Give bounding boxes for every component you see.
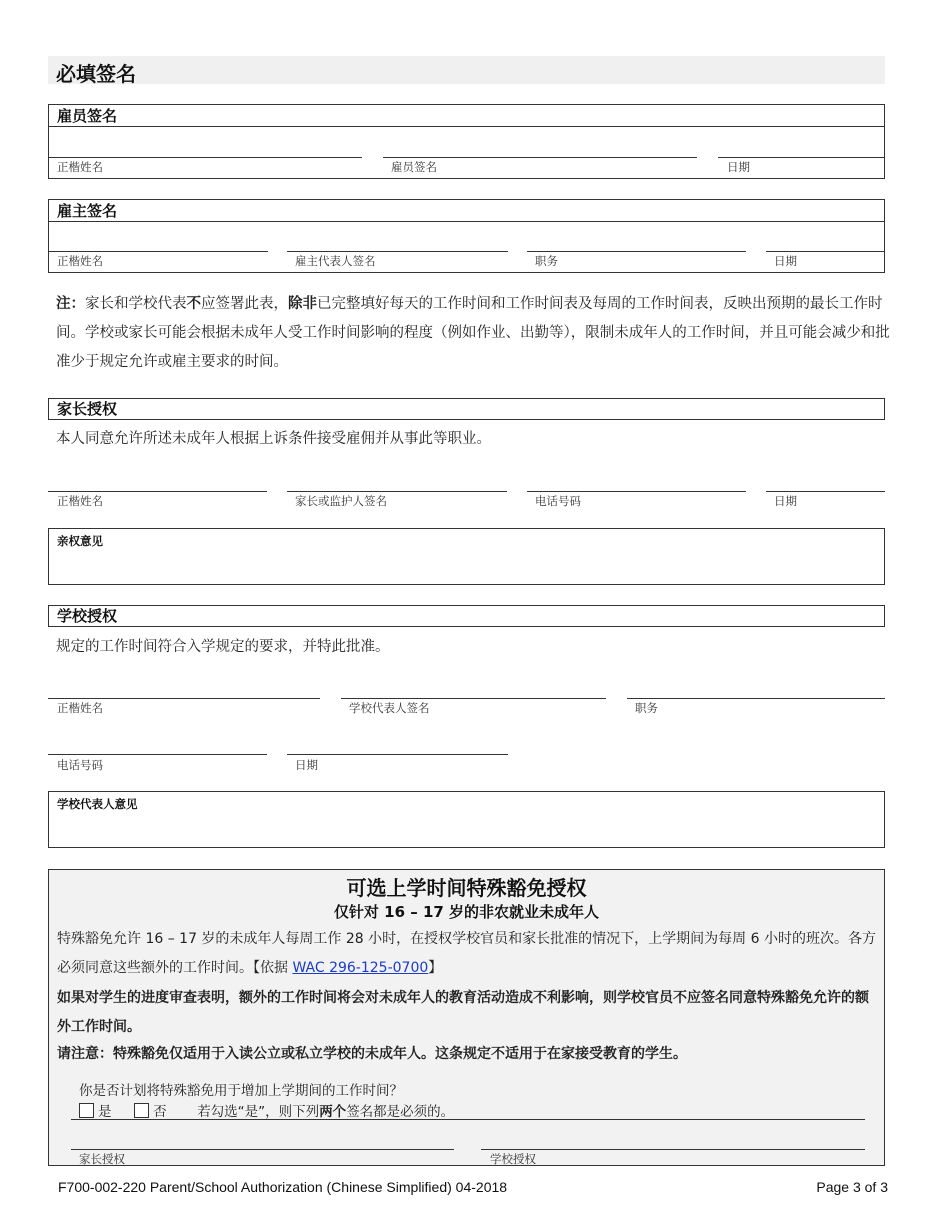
optional-waiver-para1: [57, 925, 879, 983]
school-auth-heading-box: [48, 605, 885, 627]
parent-comment-label: 亲权意见: [57, 534, 103, 548]
parent-auth-heading: 家长授权: [57, 400, 118, 418]
wac-link[interactable]: WAC 296-125-0700: [292, 960, 429, 976]
waiver-hint-2: 签名都是必须的。: [346, 1104, 455, 1120]
parent-auth-statement: 本人同意允许所述未成年人根据上诉条件接受雇佣并从事此等职业。: [56, 431, 491, 447]
note-prefix: 注：: [56, 296, 85, 312]
footer-page-number: Page 3 of 3: [816, 1179, 888, 1195]
waiver-choice-row: [79, 1100, 454, 1120]
school-rep-signature-label: 学校代表人签名: [349, 701, 430, 715]
employer-date-line[interactable]: [766, 251, 885, 252]
waiver-hint-bold: 两个: [319, 1104, 347, 1120]
parent-date-line[interactable]: [766, 491, 885, 492]
parent-signature-line[interactable]: [287, 491, 507, 492]
employer-signature-heading: 雇主签名: [49, 200, 884, 222]
employer-title-label: 职务: [535, 254, 558, 268]
employer-name-line[interactable]: [49, 251, 268, 252]
school-title-line[interactable]: [627, 698, 885, 699]
parent-phone-label: 电话号码: [535, 494, 581, 508]
note-paragraph: [56, 290, 896, 377]
school-date-line[interactable]: [287, 754, 508, 755]
employer-name-label: 正楷姓名: [57, 254, 103, 268]
parent-auth-heading-box: [48, 398, 885, 420]
note-text-2: 应签署此表，: [201, 296, 288, 312]
yes-label: 是: [98, 1104, 112, 1120]
page-title: 必填签名: [56, 62, 136, 86]
no-label: 否: [153, 1104, 167, 1120]
optional-para1-end: 】: [428, 960, 443, 976]
yes-checkbox[interactable]: [79, 1103, 94, 1118]
school-phone-line[interactable]: [48, 754, 267, 755]
employee-signature-line[interactable]: [383, 157, 697, 158]
optional-waiver-subtitle: 仅针对 16 – 17 岁的非农就业未成年人: [333, 903, 600, 921]
school-auth-statement: 规定的工作时间符合入学规定的要求，并特此批准。: [56, 639, 390, 655]
employee-date-label: 日期: [727, 160, 750, 174]
parent-name-line[interactable]: [48, 491, 267, 492]
school-auth-heading: 学校授权: [57, 607, 118, 625]
employer-signature-box: [48, 199, 885, 273]
waiver-question: 你是否计划将特殊豁免用于增加上学期间的工作时间？: [79, 1083, 403, 1099]
parent-date-label: 日期: [774, 494, 797, 508]
employee-name-line[interactable]: [49, 157, 362, 158]
waiver-school-line[interactable]: [481, 1149, 865, 1150]
employee-signature-heading: 雇员签名: [49, 105, 884, 127]
optional-waiver-para2: 如果对学生的进度审查表明，额外的工作时间将会对未成年人的教育活动造成不利影响，则学校官员不应签名同意特殊豁免允许的额外工作时间。: [57, 990, 869, 1035]
waiver-hint-1: 若勾选“是”，则下列: [197, 1104, 320, 1120]
no-checkbox[interactable]: [134, 1103, 149, 1118]
note-bold-not: 不: [186, 296, 201, 312]
employer-title-line[interactable]: [527, 251, 746, 252]
school-title-label: 职务: [635, 701, 658, 715]
school-phone-label: 电话号码: [57, 758, 103, 772]
employer-rep-signature-line[interactable]: [287, 251, 508, 252]
note-bold-unless: 除非: [288, 296, 317, 312]
parent-phone-line[interactable]: [527, 491, 746, 492]
school-name-label: 正楷姓名: [57, 701, 103, 715]
optional-waiver-box: [48, 869, 885, 1166]
parent-signature-label: 家长或监护人签名: [295, 494, 387, 508]
school-comment-box[interactable]: [48, 791, 885, 848]
optional-para1-text: 特殊豁免允许 16 – 17 岁的未成年人每周工作 28 小时，在授权学校官员和家长批准的情况下，上学期间为每周 6 小时的班次。各方必须同意这些额外的工作时间。【依据: [57, 931, 876, 976]
waiver-parent-label: 家长授权: [79, 1152, 125, 1166]
waiver-school-label: 学校授权: [490, 1152, 536, 1166]
note-text-1: 家长和学校代表: [85, 296, 187, 312]
school-name-line[interactable]: [48, 698, 320, 699]
waiver-parent-line[interactable]: [71, 1149, 454, 1150]
school-comment-label: 学校代表人意见: [57, 797, 138, 811]
footer-form-id: F700-002-220 Parent/School Authorization (Chinese Simplified) 04-2018: [58, 1179, 508, 1195]
school-date-label: 日期: [295, 758, 318, 772]
employer-rep-signature-label: 雇主代表人签名: [295, 254, 376, 268]
optional-waiver-title: 可选上学时间特殊豁免授权: [346, 876, 587, 900]
waiver-divider: [71, 1119, 865, 1120]
page-title-bar: [48, 56, 885, 84]
parent-comment-box[interactable]: [48, 528, 885, 585]
school-rep-signature-line[interactable]: [341, 698, 606, 699]
optional-waiver-para3: 请注意：特殊豁免仅适用于入读公立或私立学校的未成年人。这条规定不适用于在家接受教育的学生。: [57, 1046, 687, 1062]
employee-date-line[interactable]: [718, 157, 885, 158]
employee-signature-label: 雇员签名: [391, 160, 437, 174]
employee-signature-box: [48, 104, 885, 179]
employee-name-label: 正楷姓名: [57, 160, 103, 174]
note-text-3: 已完整填好每天的工作时间和工作时间表及每周的工作时间表，反映出预期的最长工作时间。学校或家长可能会根据未成年人受工作时间影响的程度（例如作业、出勤等），限制未成年人的工作时间，并且可能会减少和批准少于规定允许或雇主要求的时间。: [56, 296, 890, 370]
employer-date-label: 日期: [774, 254, 797, 268]
parent-name-label: 正楷姓名: [57, 494, 103, 508]
